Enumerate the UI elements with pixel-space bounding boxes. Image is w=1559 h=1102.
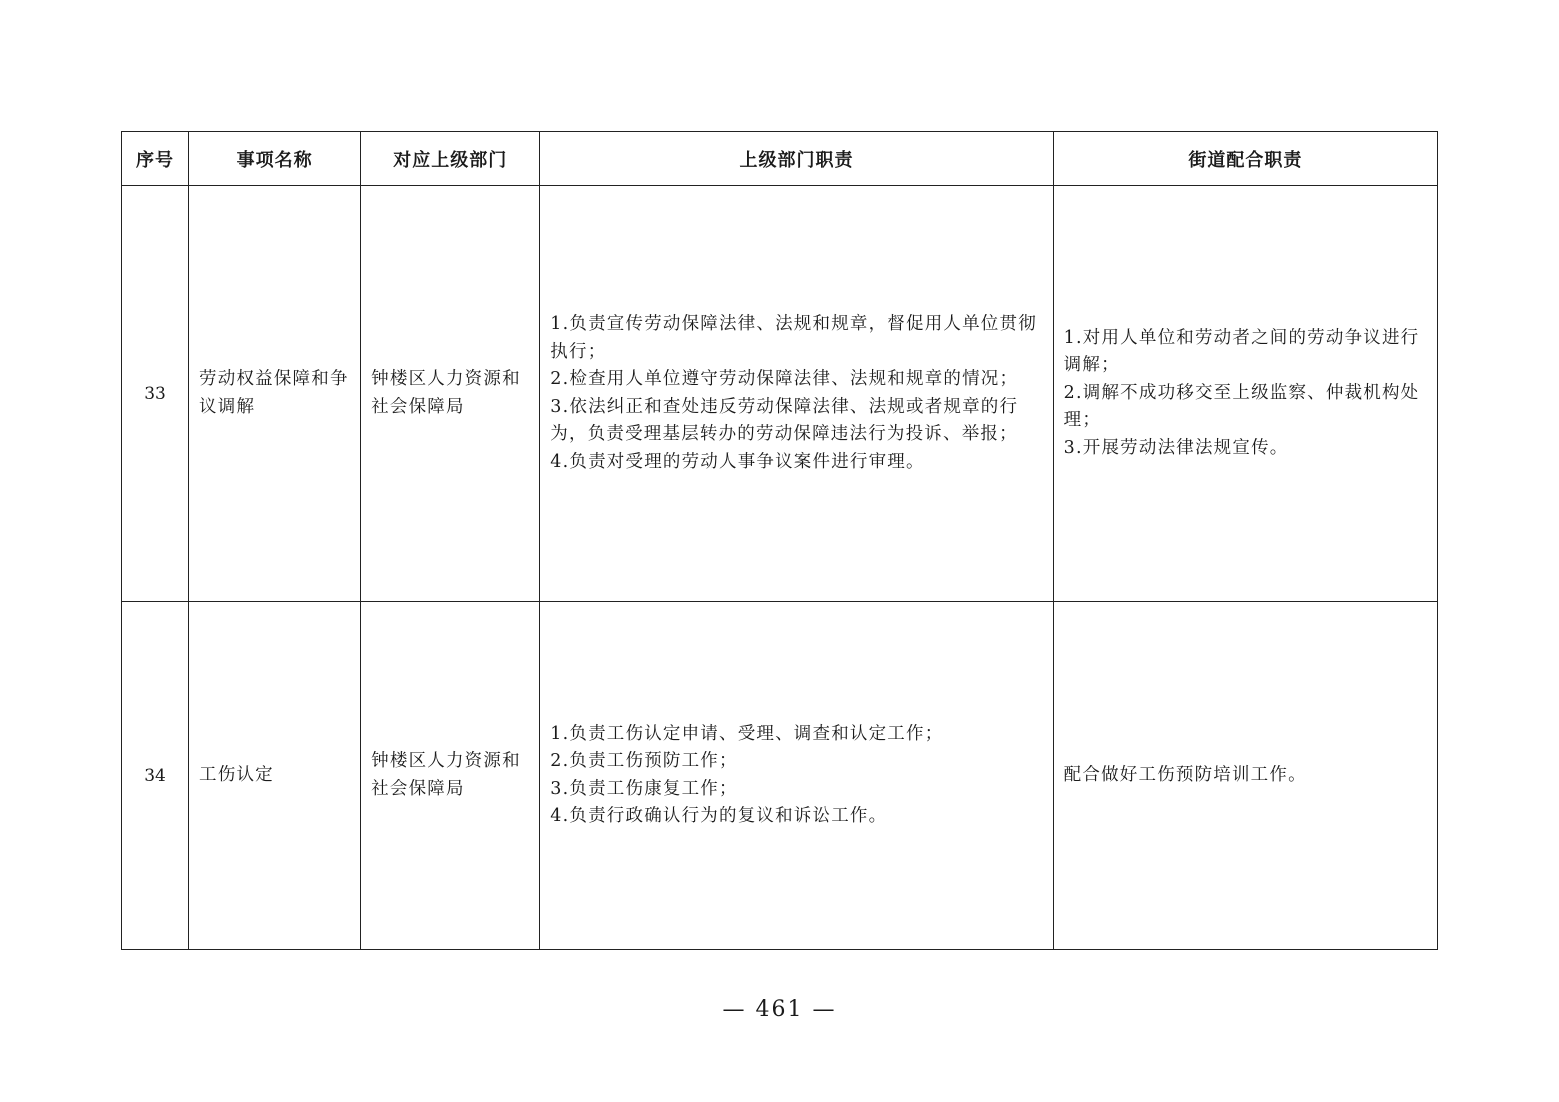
- table-header-row: [122, 132, 1438, 186]
- coop-line: 1.对用人单位和劳动者之间的劳动争议进行调解；: [1063, 327, 1420, 376]
- duty-line: 3.负责工伤康复工作；: [550, 778, 738, 799]
- header-street-cooperation-duties: 街道配合职责: [1053, 132, 1437, 186]
- table-row: [122, 186, 1438, 602]
- row-serial-number: 34: [122, 602, 189, 950]
- row-superior-duties: [540, 602, 1053, 950]
- row-item-name: 工伤认定: [189, 602, 361, 950]
- duty-line: 2.检查用人单位遵守劳动保障法律、法规和规章的情况；: [550, 369, 1019, 389]
- table-row: [122, 602, 1438, 950]
- header-item-name: 事项名称: [189, 132, 361, 186]
- duty-line: 4.负责对受理的劳动人事争议案件进行审理。: [550, 451, 925, 472]
- coop-line: 2.调解不成功移交至上级监察、仲裁机构处理；: [1063, 382, 1420, 431]
- header-superior-duties: 上级部门职责: [540, 132, 1053, 186]
- header-serial-number: 序号: [122, 132, 189, 186]
- row-cooperation-duties: [1053, 186, 1437, 602]
- coop-line: 3.开展劳动法律法规宣传。: [1063, 437, 1289, 458]
- duty-line: 3.依法纠正和查处违反劳动保障法律、法规或者规章的行为，负责受理基层转办的劳动保障违法行为投诉、举报；: [550, 396, 1019, 444]
- row-superior-duties: [540, 186, 1053, 602]
- row-cooperation-duties: [1053, 602, 1437, 950]
- row-department: 钟楼区人力资源和社会保障局: [361, 602, 540, 950]
- duty-line: 2.负责工伤预防工作；: [550, 751, 738, 771]
- header-superior-department: 对应上级部门: [361, 132, 540, 186]
- coop-line: 配合做好工伤预防培训工作。: [1063, 764, 1307, 785]
- duty-line: 4.负责行政确认行为的复议和诉讼工作。: [550, 806, 888, 826]
- duty-table: [121, 131, 1438, 950]
- row-department: 钟楼区人力资源和社会保障局: [361, 186, 540, 602]
- page-number: — 461 —: [722, 997, 837, 1022]
- duty-line: 1.负责宣传劳动保障法律、法规和规章，督促用人单位贯彻执行；: [550, 314, 1037, 362]
- row-serial-number: 33: [122, 186, 189, 602]
- row-item-name: 劳动权益保障和争议调解: [189, 186, 361, 602]
- duty-line: 1.负责工伤认定申请、受理、调查和认定工作；: [550, 723, 944, 744]
